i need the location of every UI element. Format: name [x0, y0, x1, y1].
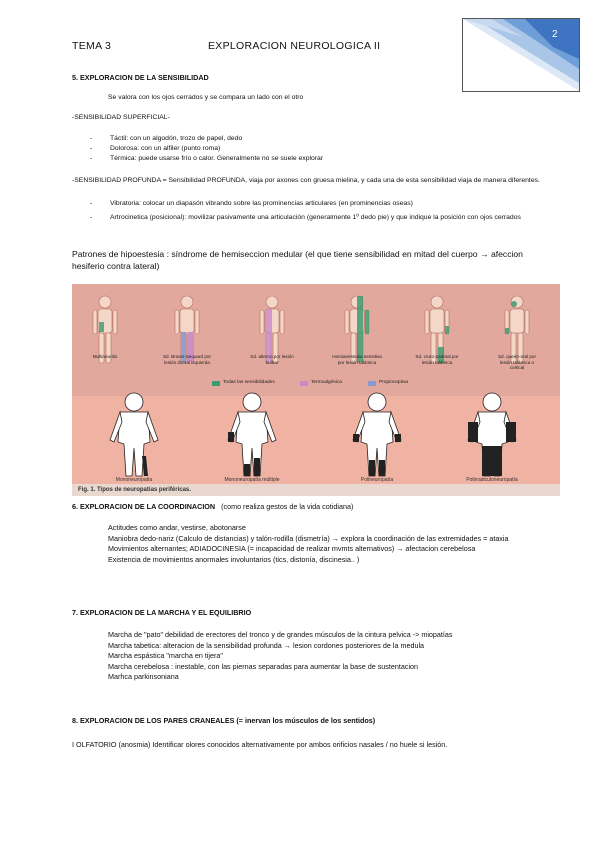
figure-label: Sd. queiro-oral por lesión talámica o cortical — [497, 354, 537, 370]
list-item: - Vibratoria: colocar un diapasón vibrando sobre las prominencias articulares (en prominencias oseas) — [90, 200, 413, 207]
figure-caption: Fig. 1. Tipos de neuropatías periféricas. — [72, 484, 560, 496]
text-line: Marcha tabetica: alteracion de la sensibilidad profunda → lesion cordones posteriores de la medula — [108, 640, 425, 650]
list-item: - Dolorosa: con un alfiler (punto roma) — [90, 144, 221, 152]
figure-label: Sd. alterno por lesión bulbar — [250, 354, 294, 365]
legend-item: Termoalgésica — [311, 380, 342, 385]
patrones-text: Patrones de hipoestesia : síndrome de hemiseccion medular (el que tiene sensibilidad en mitad del cuerpo → afeccion hesiferio contra lateral) — [72, 249, 523, 271]
olfatorio-text: I OLFATORIO (anosmia) Identificar olores conocidos alternativamente por ambos orificios nasales / no huele si lesión. — [72, 740, 448, 749]
section-8-title: 8. EXPLORACION DE LOS PARES CRANEALES (= inervan los músculos de los sentidos) — [72, 716, 376, 725]
figure-label: Polineuropatía — [360, 477, 394, 483]
figure-label: Sd. Brown-Sequard por lesión dorsal izquierda — [162, 354, 211, 365]
neuropathy-figure — [72, 284, 560, 496]
figure-label: Mononeuropatía — [115, 477, 153, 483]
corner-decoration — [462, 18, 580, 92]
topic-label: TEMA 3 — [72, 40, 112, 52]
text-line: Actitudes como andar, vestirse, abotonarse — [108, 523, 246, 532]
legend-item: Todas las sensibilidades — [223, 380, 275, 385]
section-5-title: 5. EXPLORACION DE LA SENSIBILIDAD — [72, 73, 209, 82]
page-number: 2 — [552, 29, 558, 40]
figure-label: Polirradiculoneuropatía — [466, 477, 518, 483]
text-line: Marcha cerebelosa : inestable, con las piernas separadas para aumentar la base de sustentacion — [108, 661, 419, 671]
superficial-title: -SENSIBILIDAD SUPERFICIAL- — [72, 114, 170, 121]
section-6-body — [108, 523, 528, 565]
profunda-text: -SENSIBILIDAD PROFUNDA = Sensibilidad PROFUNDA, viaja por axones con gruesa mielina, y cada una de esta sensibilidad viaja de manera diferentes. — [72, 177, 540, 184]
section-5-intro: Se valora con los ojos cerrados y se compara un lado con el otro — [108, 94, 304, 101]
figure-label: Mononeuropatía múltiple — [224, 477, 280, 483]
text-line: Marcha de "pato" debilidad de erectores del tronco y de grandes músculos de la cintura pelvica -> miopatías — [108, 630, 453, 639]
profunda-list — [90, 199, 530, 223]
figure-label: Sd. cruro-parietal por lesión talámica — [415, 354, 459, 365]
section-6-title: 6. EXPLORACION DE LA COORDINACION (como realiza gestos de la vida cotidiana) — [72, 502, 354, 511]
legend-item: Propioceptiva — [379, 380, 409, 385]
figure-label: Multineuritis — [92, 354, 118, 359]
figure-label: Hemianestesia sensitiva por lesión talámica — [332, 354, 382, 365]
text-line: Existencia de movimientos anormales involuntarios (tics, distonía, discinesia.. ) — [108, 554, 360, 564]
superficial-list — [90, 134, 550, 163]
section-7-body — [108, 630, 528, 683]
section-7-title: 7. EXPLORACION DE LA MARCHA Y EL EQUILIBRIO — [72, 608, 252, 617]
text-line: Marhca parkinsoniana — [108, 672, 179, 681]
text-line: Maniobra dedo-nariz (Calculo de distancias) y talón-rodilla (dismetría) → explora la coordinación de las extremidades = ataxia — [108, 533, 509, 543]
document-title: EXPLORACION NEUROLOGICA II — [208, 40, 381, 52]
list-item: - Táctil: con un algodón, trozo de papel, dedo — [90, 135, 243, 142]
list-item: - Térmica: puede usarse frío o calor. Generalmente no se suele explorar — [90, 154, 324, 162]
text-line: Marcha espástica "marcha en tijera" — [108, 651, 223, 660]
text-line: Movimientos alternantes; ADIADOCINESIA (= incapacidad de realizar mvmts alternativos) → afectacion cerebelosa — [108, 544, 476, 553]
list-item: - Artrocinetica (posicional): movilizar pasivamente una articulación (generalmente 1º dedo pie) y que indique la posición con ojos cerrados — [90, 213, 521, 221]
